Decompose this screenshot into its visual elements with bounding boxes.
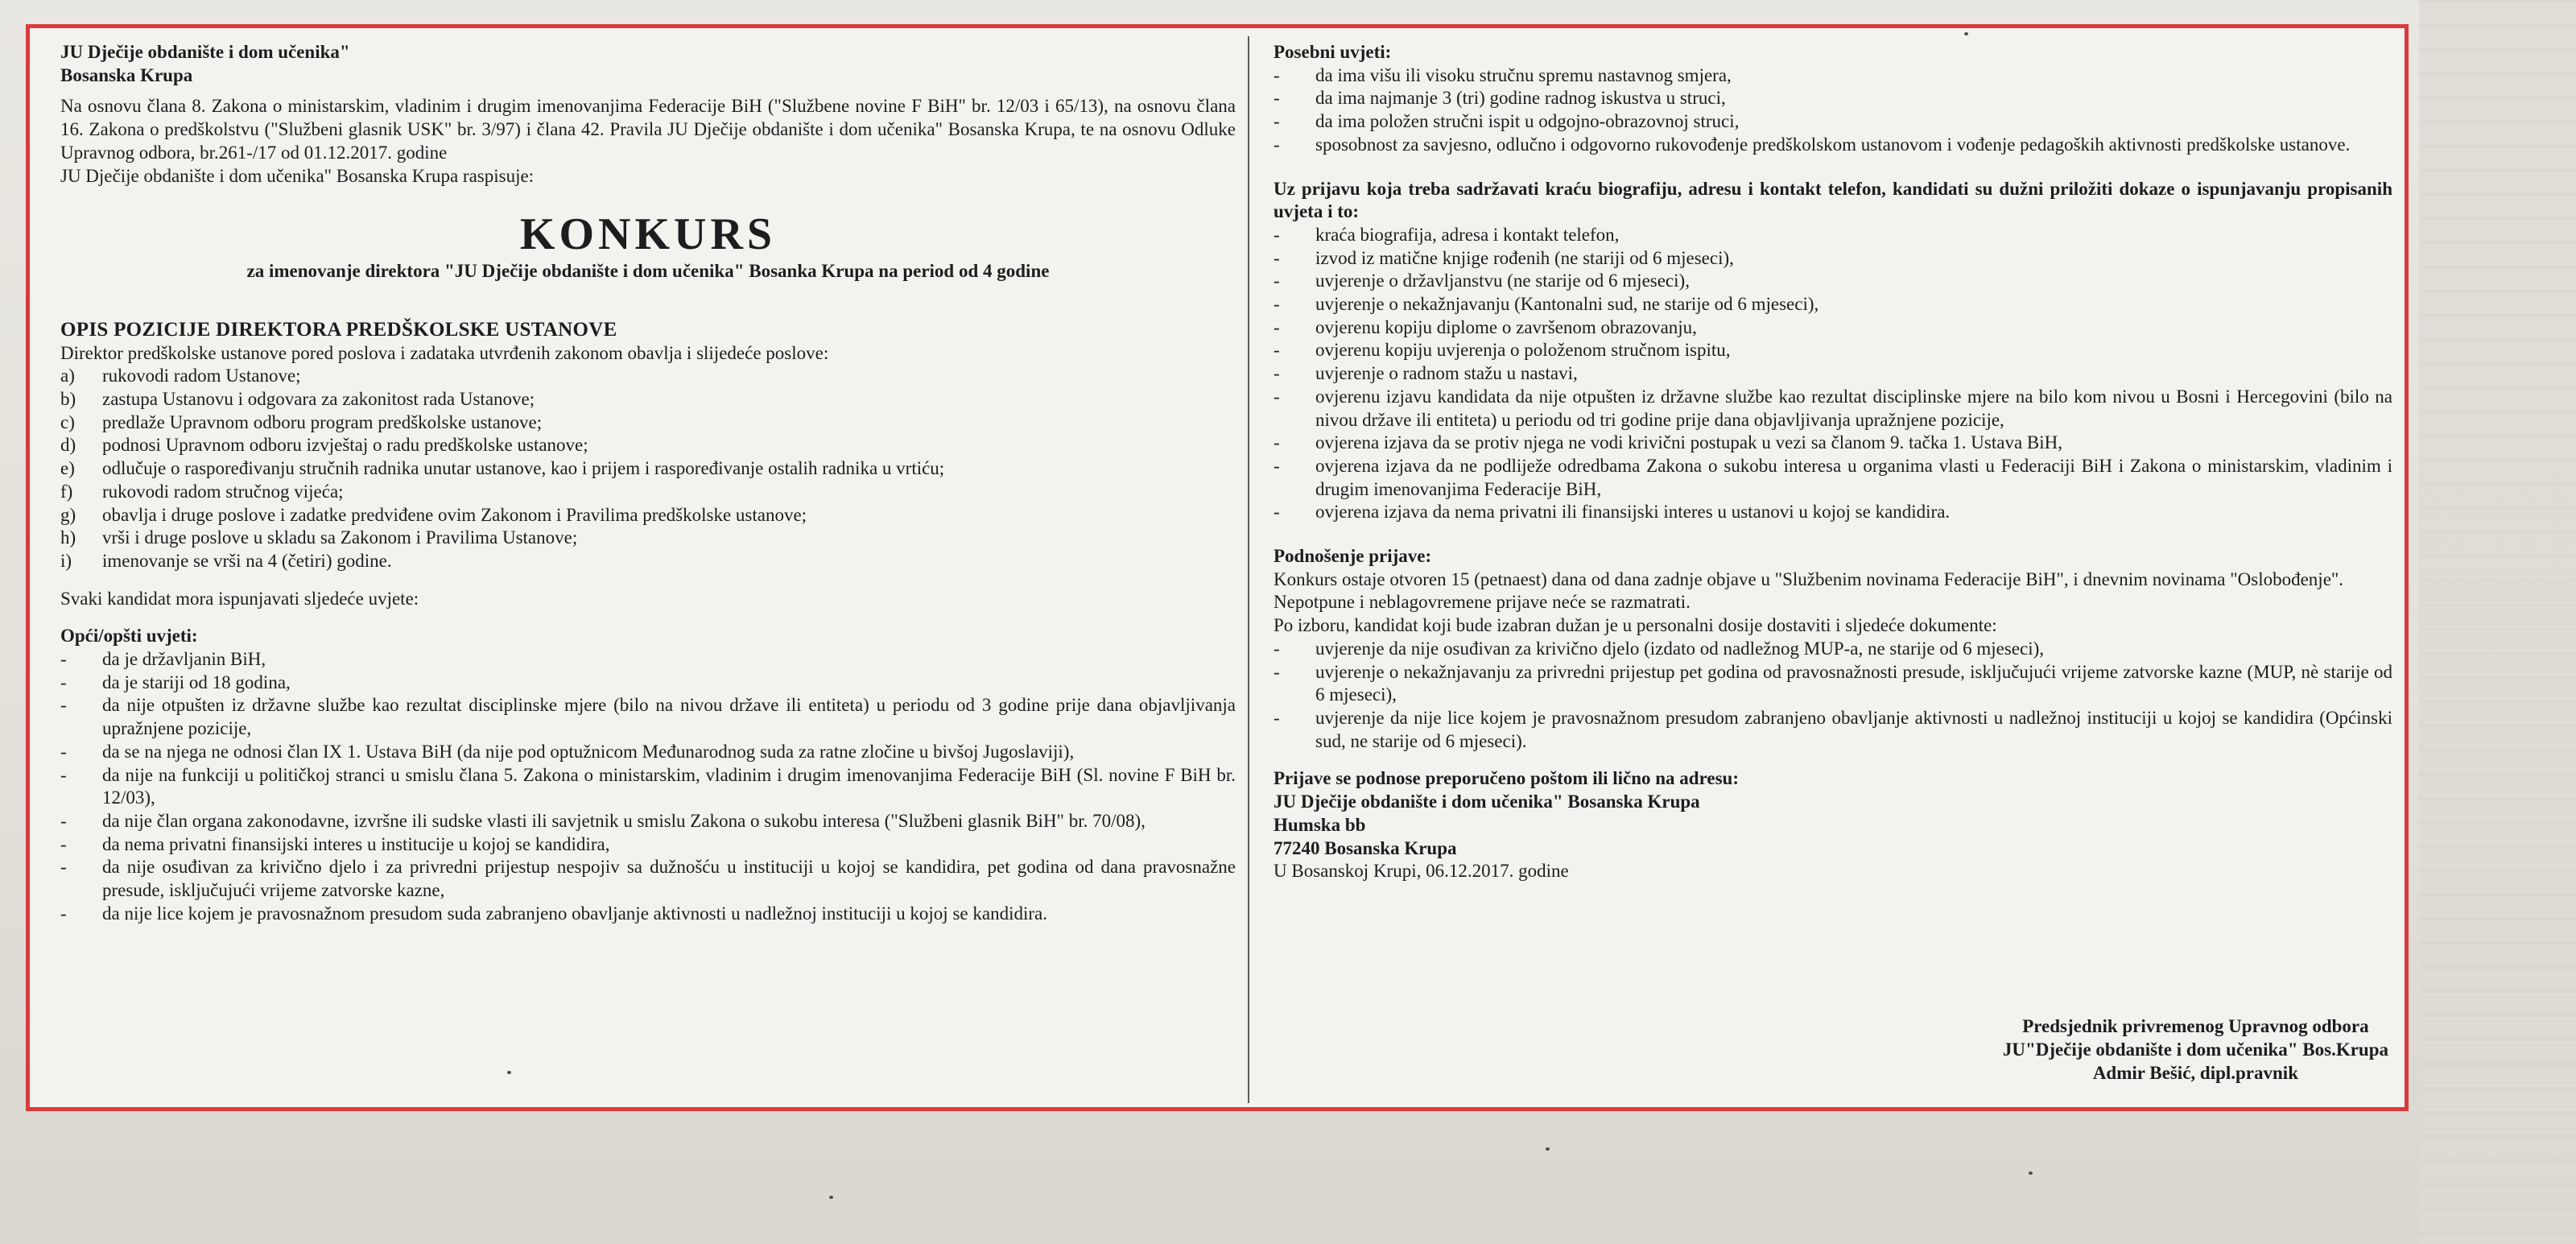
place-and-date: U Bosanskoj Krupi, 06.12.2017. godine [1274, 861, 1569, 882]
list-item-text: odlučuje o raspoređivanju stručnih radnika unutar ustanove, kao i prijem i raspoređivanje ostalih radnika u vrtiću; [102, 458, 945, 479]
list-item-text: ovjerenu izjavu kandidata da nije otpušten iz državne službe kao rezultat disciplinske mjere na bilo kom nivou u Bosni i Hercegovini (bilo na nivou države ili entiteta) u periodu od tri godine prije dana objavljivanja upražnjene pozicije, [1315, 386, 2392, 430]
list-item [1274, 432, 2392, 455]
list-marker: a) [60, 366, 75, 386]
list-item-text: da se na njega ne odnosi član IX 1. Ustava BiH (da nije pod optužnicom Međunarodnog suda za ratne zločine u bivšoj Jugoslaviji), [102, 741, 1075, 762]
signature-block [2003, 1015, 2388, 1085]
list-item [60, 550, 1236, 573]
list-item-text: uvjerenje o nekažnjavanju (Kantonalni sud, ne starije od 6 mjeseci), [1315, 294, 1819, 315]
address-lead: Prijave se podnose preporučeno poštom ili lično na adresu: [1274, 768, 1739, 789]
dash-marker: - [1274, 432, 1280, 453]
dash-marker: - [1274, 386, 1280, 407]
list-item [1274, 247, 2392, 271]
dash-marker: - [1274, 294, 1280, 315]
list-item-text: kraća biografija, adresa i kontakt telefon, [1315, 224, 1620, 245]
list-marker: h) [60, 527, 76, 548]
list-item-text: da je državljanin BiH, [102, 649, 266, 670]
dash-marker: - [1274, 340, 1280, 361]
list-marker: b) [60, 389, 76, 410]
list-item-text: da nije otpušten iz državne službe kao rezultat disciplinske mjere (bilo na nivou države ili entiteta) u periodu od 3 godine prije dana objavljivanja upražnjene pozicije, [102, 695, 1236, 739]
dash-marker: - [1274, 134, 1280, 155]
print-speck [507, 1071, 511, 1074]
org-name: JU Dječije obdanište i dom učenika" [60, 42, 350, 62]
position-intro: Direktor predškolske ustanove pored poslova i zadataka utvrđenih zakonom obavlja i slijedeće poslove: [60, 342, 829, 363]
print-speck [829, 1196, 833, 1199]
print-speck [1964, 32, 1968, 35]
list-item [60, 672, 1236, 695]
list-item-text: podnosi Upravnom odboru izvještaj o radu predškolske ustanove; [102, 435, 588, 456]
list-item [1274, 362, 2392, 386]
documents-heading: Uz prijavu koja treba sadržavati kraću biografiju, adresu i kontakt telefon, kandidati su dužni priložiti dokaze o ispunjavanju propisanih uvjeta i to: [1274, 178, 2392, 222]
conditions-intro: Svaki kandidat mora ispunjavati sljedeće uvjete: [60, 588, 419, 609]
special-conditions-list [1274, 64, 2392, 157]
list-item-text: sposobnost za savjesno, odlučno i odgovorno rukovođenje predškolskom ustanovom i vođenje pedagoških aktivnosti predškolske ustanove. [1315, 134, 2351, 155]
list-item [1274, 64, 2392, 88]
list-item-text: rukovodi radom stručnog vijeća; [102, 481, 344, 502]
list-marker: f) [60, 481, 73, 502]
list-item-text: da ima položen stručni ispit u odgojno-obrazovnoj struci, [1315, 111, 1740, 132]
list-item [60, 741, 1236, 764]
list-item [1274, 224, 2392, 247]
list-item [1274, 386, 2392, 432]
list-item [60, 388, 1236, 411]
general-conditions-heading: Opći/opšti uvjeti: [60, 626, 198, 647]
dash-marker: - [60, 741, 67, 762]
list-item [60, 504, 1236, 527]
list-item [1274, 339, 2392, 362]
list-item-text: da nije član organa zakonodavne, izvršne ili sudske vlasti ili savjetnik u smislu Zakona o sukobu interesa ("Službeni glasnik BiH" br. 70/08), [102, 810, 1146, 831]
list-item-text: zastupa Ustanovu i odgovara za zakonitost rada Ustanove; [102, 389, 535, 410]
dash-marker: - [1274, 64, 1280, 85]
dash-marker: - [1274, 88, 1280, 109]
list-item [1274, 316, 2392, 340]
list-item [1274, 87, 2392, 110]
dash-marker: - [1274, 661, 1280, 682]
dash-marker: - [1274, 111, 1280, 132]
list-item [60, 856, 1236, 902]
signature-institution: JU"Dječije obdanište i dom učenika" Bos.Krupa [2002, 1039, 2388, 1060]
list-marker: d) [60, 435, 76, 456]
org-city: Bosanska Krupa [60, 64, 193, 85]
dash-marker: - [1274, 247, 1280, 268]
general-conditions-list [60, 648, 1236, 925]
list-item-text: da je stariji od 18 godina, [102, 672, 291, 692]
dash-marker: - [60, 672, 67, 692]
dash-marker: - [60, 857, 67, 878]
list-item [60, 764, 1236, 810]
list-item [1274, 661, 2392, 707]
list-item-text: izvod iz matične knjige rođenih (ne stariji od 6 mjeseci), [1315, 247, 1734, 268]
notice-title: KONKURS [519, 209, 777, 260]
list-marker: e) [60, 458, 75, 479]
dash-marker: - [1274, 455, 1280, 476]
dash-marker: - [1274, 502, 1280, 523]
right-column [1274, 41, 2392, 883]
duties-list [60, 365, 1236, 572]
list-item-text: da nema privatni finansijski interes u institucije u kojoj se kandidira, [102, 833, 610, 854]
list-item [60, 411, 1236, 435]
list-item [60, 481, 1236, 504]
list-item-text: uvjerenje da nije osuđivan za krivično djelo (izdato od nadležnog MUP-a, ne starije od 6 mjeseci), [1315, 638, 2045, 659]
list-item-text: obavlja i druge poslove i zadatke predviđene ovim Zakonom i Pravilima predškolske ustanove; [102, 504, 807, 525]
dash-marker: - [60, 833, 67, 854]
submission-deadline: Konkurs ostaje otvoren 15 (petnaest) dana od dana zadnje objave u "Službenim novinama Federacije BiH", i dnevnim novinama "Oslobođenje". [1274, 568, 2344, 589]
list-item-text: uvjerenje o radnom stažu u nastavi, [1315, 363, 1578, 384]
list-item [60, 365, 1236, 388]
list-item-text: predlaže Upravnom odboru program predškolske ustanove; [102, 411, 543, 432]
address-org: JU Dječije obdanište i dom učenika" Bosanska Krupa [1274, 791, 1700, 812]
list-item-text: da ima najmanje 3 (tri) godine radnog iskustva u struci, [1315, 88, 1726, 109]
signature-title: Predsjednik privremenog Upravnog odbora [2022, 1016, 2369, 1036]
list-marker: c) [60, 411, 75, 432]
announcement-line: JU Dječije obdanište i dom učenika" Bosanska Krupa raspisuje: [60, 165, 535, 186]
dash-marker: - [1274, 271, 1280, 291]
list-item [60, 833, 1236, 857]
job-notice-box [26, 24, 2409, 1111]
list-item-text: ovjerena izjava da se protiv njega ne vodi krivični postupak u vezi sa članom 9. tačka 1. Ustava BiH, [1315, 432, 2063, 453]
list-marker: i) [60, 550, 72, 571]
notice-subtitle: za imenovanje direktora "JU Dječije obdanište i dom učenika" Bosanka Krupa na period od 4 godine [246, 261, 1050, 282]
dash-marker: - [1274, 363, 1280, 384]
signature-name: Admir Bešić, dipl.pravnik [2092, 1063, 2298, 1083]
list-item [1274, 270, 2392, 293]
address-street: Humska bb [1274, 814, 1366, 835]
list-item [60, 903, 1236, 926]
dash-marker: - [1274, 316, 1280, 337]
dash-marker: - [60, 903, 67, 924]
dash-marker: - [1274, 638, 1280, 659]
dash-marker: - [60, 764, 67, 785]
list-item [60, 694, 1236, 740]
dash-marker: - [60, 810, 67, 831]
submission-heading: Podnošenje prijave: [1274, 546, 1432, 567]
print-speck [1546, 1147, 1550, 1151]
column-divider [1248, 36, 1249, 1103]
list-item-text: uvjerenje da nije lice kojem je pravosnažnom presudom zabranjeno obavljanje aktivnosti u nadležnoj instituciji u kojoj se kandidira (Općinski sud, ne starije od 6 mjeseci). [1315, 707, 2392, 751]
list-marker: g) [60, 504, 76, 525]
submission-incomplete-note: Nepotpune i neblagovremene prijave neće se razmatrati. [1274, 592, 1690, 613]
list-item [1274, 110, 2392, 134]
dash-marker: - [1274, 224, 1280, 245]
list-item [60, 457, 1236, 481]
print-speck [2029, 1172, 2033, 1175]
dash-marker: - [60, 649, 67, 670]
list-item [60, 527, 1236, 550]
legal-basis: Na osnovu člana 8. Zakona o ministarskim, vladinim i drugim imenovanjima Federacije BiH ("Službene novine F BiH" br. 12/03 i 65/13), na osnovu člana 16. Zakona o predškolstvu ("Službeni glasnik USK" br. 3/97) i člana 42. Pravila JU Dječije obdanište i dom učenika" Bosanska Krupa, te na osnovu Odluke Upravnog odbora, br.261-/17 od 01.12.2017. godine [60, 96, 1236, 163]
list-item-text: uvjerenje o državljanstvu (ne starije od 6 mjeseci), [1315, 271, 1690, 291]
documents-list [1274, 224, 2392, 524]
list-item-text: imenovanje se vrši na 4 (četiri) godine. [102, 550, 392, 571]
list-item-text: ovjerena izjava da ne podliježe odredbama Zakona o sukobu interesa u organima vlasti u Federaciji BiH i Zakona o ministarskim, vladinim i drugim imenovanjima Federacije BiH, [1315, 455, 2392, 499]
address-postal: 77240 Bosanska Krupa [1274, 837, 1457, 858]
list-item [60, 434, 1236, 457]
list-item [60, 810, 1236, 833]
list-item-text: ovjerenu kopiju uvjerenja o položenom stručnom ispitu, [1315, 340, 1731, 361]
submission-selection-note: Po izboru, kandidat koji bude izabran dužan je u personalni dosije dostaviti i sljedeće dokumente: [1274, 615, 1997, 636]
list-item-text: vrši i druge poslove u skladu sa Zakonom i Pravilima Ustanove; [102, 527, 578, 548]
list-item [1274, 501, 2392, 524]
list-item [60, 648, 1236, 672]
list-item-text: da nije na funkciji u političkoj stranci u smislu člana 5. Zakona o ministarskim, vladinim i drugim imenovanjima Federacije BiH (Sl. novine F BiH br. 12/03), [102, 764, 1236, 808]
adjacent-column-fragment [2419, 0, 2576, 1244]
left-column [60, 41, 1236, 926]
list-item [1274, 707, 2392, 753]
selected-candidate-documents-list [1274, 638, 2392, 754]
list-item [1274, 638, 2392, 661]
dash-marker: - [60, 695, 67, 716]
dash-marker: - [1274, 707, 1280, 728]
list-item-text: uvjerenje o nekažnjavanju za privredni prijestup pet godina od pravosnažnosti presude, isključujući vrijeme zatvorske kazne (MUP, nè starije od 6 mjeseci), [1315, 661, 2392, 705]
list-item-text: ovjerena izjava da nema privatni ili finansijski interes u ustanovi u kojoj se kandidira. [1315, 502, 1951, 523]
list-item-text: da ima višu ili visoku stručnu spremu nastavnog smjera, [1315, 64, 1732, 85]
list-item [1274, 293, 2392, 316]
list-item-text: ovjerenu kopiju diplome o završenom obrazovanju, [1315, 316, 1697, 337]
list-item [1274, 455, 2392, 501]
list-item-text: da nije lice kojem je pravosnažnom presudom suda zabranjeno obavljanje aktivnosti u nadležnoj instituciji u kojoj se kandidira. [102, 903, 1047, 924]
position-heading: OPIS POZICIJE DIREKTORA PREDŠKOLSKE USTANOVE [60, 318, 617, 341]
special-conditions-heading: Posebni uvjeti: [1274, 42, 1392, 62]
list-item-text: rukovodi radom Ustanove; [102, 366, 301, 386]
list-item [1274, 134, 2392, 157]
list-item-text: da nije osuđivan za krivično djelo i za privredni prijestup nespojiv sa dužnošću u instituciji u kojoj se kandidira, pet godina od dana pravosnažne presude, isključujući vrijeme zatvorske kazne, [102, 857, 1236, 901]
